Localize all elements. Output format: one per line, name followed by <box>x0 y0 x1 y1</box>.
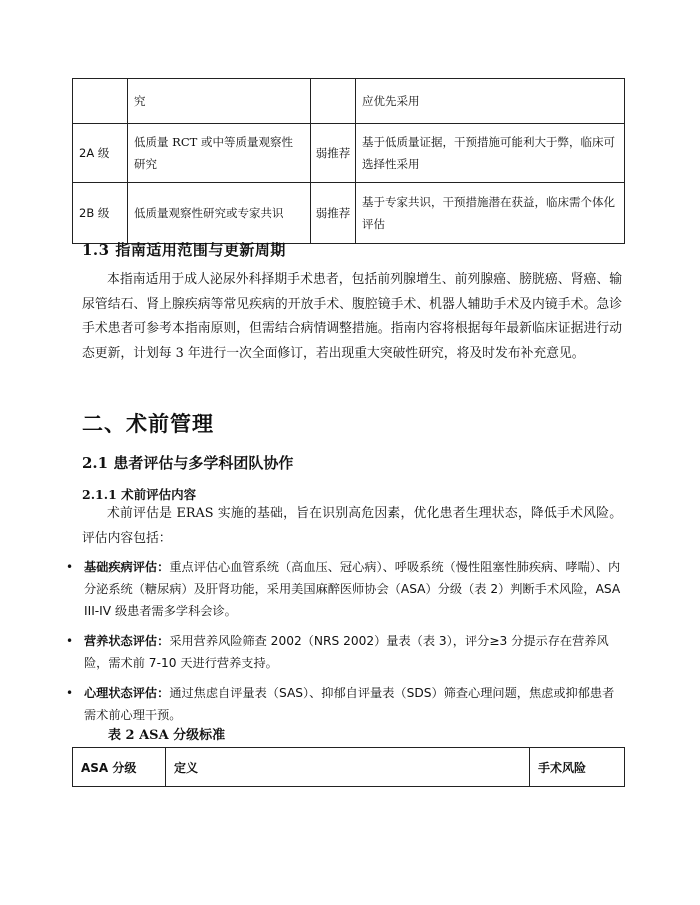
table-row <box>73 183 625 244</box>
meaning-cell: 基于低质量证据，干预措施可能利大于弊，临床可选择性采用 <box>356 124 625 183</box>
evidence-cell: 低质量 RCT 或中等质量观察性研究 <box>128 124 311 183</box>
grade-cell <box>73 79 128 124</box>
bullet-text: 采用营养风险筛查 2002（NRS 2002）量表（表 3），评分≥3 分提示存在营养风险，需术前 7-10 天进行营养支持。 <box>84 634 609 670</box>
chapter-heading: 二、术前管理 <box>82 411 214 436</box>
strength-cell: 弱推荐 <box>311 183 356 244</box>
section-heading-1-3: 1.3 指南适用范围与更新周期 <box>82 241 286 259</box>
list-item <box>66 630 626 674</box>
table-row <box>73 79 625 124</box>
table-row <box>73 124 625 183</box>
meaning-cell: 基于专家共识，干预措施潜在获益，临床需个体化评估 <box>356 183 625 244</box>
grade-cell: 2B 级 <box>73 183 128 244</box>
meaning-cell: 应优先采用 <box>356 79 625 124</box>
table-header-row <box>73 748 625 787</box>
column-header: 手术风险 <box>530 748 625 787</box>
bullet-label: 基础疾病评估： <box>84 560 170 574</box>
assessment-intro-paragraph: 术前评估是 ERAS 实施的基础，旨在识别高危因素，优化患者生理状态，降低手术风险。评估内容包括： <box>82 506 622 546</box>
scope-paragraph: 本指南适用于成人泌尿外科择期手术患者，包括前列腺增生、前列腺癌、膀胱癌、肾癌、输尿管结石、肾上腺疾病等常见疾病的开放手术、腹腔镜手术、机器人辅助手术及内镜手术。急诊手术患者可参考本指南原则，但需结合病情调整措施。指南内容将根据每年最新临床证据进行动态更新，计划每 3 年进行一次全面修订，若出现重大突破性研究，将及时发布补充意见。 <box>82 272 622 361</box>
evidence-grade-table <box>72 78 625 244</box>
bullet-icon: • <box>66 686 74 700</box>
bullet-text: 通过焦虑自评量表（SAS）、抑郁自评量表（SDS）筛查心理问题，焦虑或抑郁患者需术前心理干预。 <box>84 686 615 722</box>
bullet-icon: • <box>66 560 74 574</box>
bullet-label: 营养状态评估： <box>84 634 170 648</box>
column-header: 定义 <box>166 748 530 787</box>
bullet-text: 重点评估心血管系统（高血压、冠心病）、呼吸系统（慢性阻塞性肺疾病、哮喘）、内分泌系统（糖尿病）及肝肾功能，采用美国麻醉医师协会（ASA）分级（表 2）判断手术风险，ASA III-IV 级患者需多学科会诊。 <box>84 560 621 618</box>
evidence-cell: 低质量观察性研究或专家共识 <box>128 183 311 244</box>
grade-cell: 2A 级 <box>73 124 128 183</box>
bullet-icon: • <box>66 634 74 648</box>
column-header: ASA 分级 <box>73 748 166 787</box>
assessment-bullet-list <box>66 556 626 734</box>
list-item <box>66 682 626 726</box>
section-heading-2-1: 2.1 患者评估与多学科团队协作 <box>82 454 294 472</box>
strength-cell: 弱推荐 <box>311 124 356 183</box>
evidence-cell: 究 <box>128 79 311 124</box>
asa-grade-table <box>72 747 625 787</box>
strength-cell <box>311 79 356 124</box>
list-item <box>66 556 626 622</box>
subsection-heading-2-1-1: 2.1.1 术前评估内容 <box>82 487 197 502</box>
table2-caption: 表 2 ASA 分级标准 <box>108 728 226 743</box>
bullet-label: 心理状态评估： <box>84 686 170 700</box>
